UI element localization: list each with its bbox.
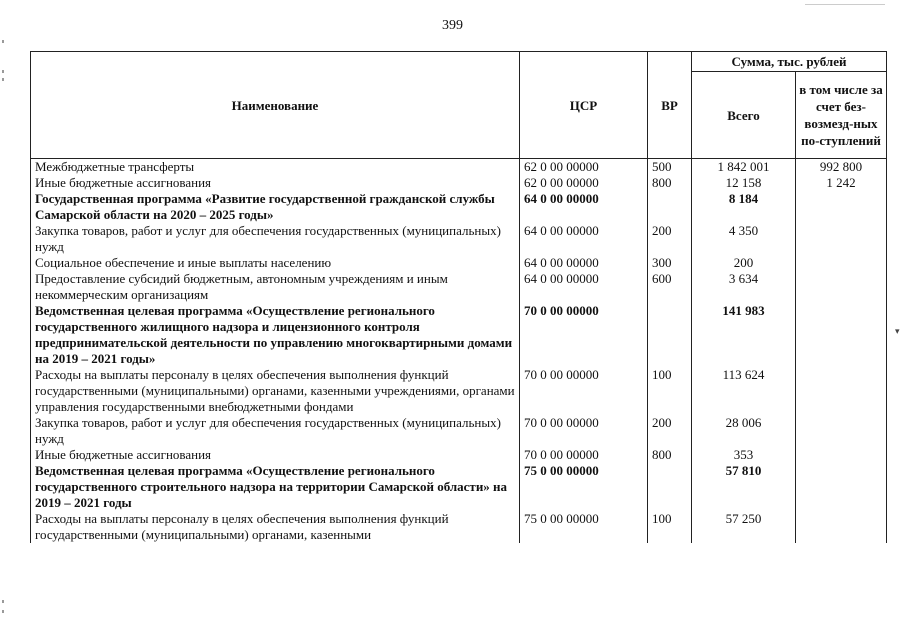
row-vr: 600 <box>648 271 692 303</box>
row-csr: 64 0 00 00000 <box>520 223 648 255</box>
row-csr: 62 0 00 00000 <box>520 159 648 176</box>
row-vr: 100 <box>648 367 692 415</box>
row-free <box>796 415 887 447</box>
row-total: 8 184 <box>692 191 796 223</box>
row-name: Закупка товаров, работ и услуг для обеспечения государственных (муниципальных) нужд <box>31 223 520 255</box>
row-vr <box>648 303 692 367</box>
table-row <box>31 511 887 543</box>
row-name: Межбюджетные трансферты <box>31 159 520 176</box>
row-total: 57 810 <box>692 463 796 511</box>
row-vr: 100 <box>648 511 692 543</box>
header-amount-group: Сумма, тыс. рублей <box>692 52 887 72</box>
row-total: 1 842 001 <box>692 159 796 176</box>
row-csr: 75 0 00 00000 <box>520 511 648 543</box>
row-csr: 75 0 00 00000 <box>520 463 648 511</box>
row-free: 1 242 <box>796 175 887 191</box>
row-name: Государственная программа «Развитие государственной гражданской службы Самарской области на 2020 – 2025 годы» <box>31 191 520 223</box>
row-csr: 70 0 00 00000 <box>520 415 648 447</box>
row-csr: 70 0 00 00000 <box>520 303 648 367</box>
row-csr: 64 0 00 00000 <box>520 255 648 271</box>
row-free <box>796 303 887 367</box>
row-total: 4 350 <box>692 223 796 255</box>
scan-mark-top <box>805 4 885 5</box>
row-name: Расходы на выплаты персоналу в целях обеспечения выполнения функций государственными (муниципальными) органами, казенными <box>31 511 520 543</box>
row-free <box>796 447 887 463</box>
table-row <box>31 447 887 463</box>
header-csr: ЦСР <box>520 52 648 159</box>
scan-mark-right: ▾ <box>895 326 900 336</box>
row-total: 3 634 <box>692 271 796 303</box>
scan-specks-left <box>2 40 8 620</box>
row-free <box>796 271 887 303</box>
row-name: Социальное обеспечение и иные выплаты населению <box>31 255 520 271</box>
row-name: Ведомственная целевая программа «Осуществление регионального государственного жилищного надзора и лицензионного контроля предпринимательской деятельности по управлению многоквартирными домами на 2019 – 2021 годы» <box>31 303 520 367</box>
row-name: Ведомственная целевая программа «Осуществление регионального государственного строительного надзора на территории Самарской области» на 2019 – 2021 годы <box>31 463 520 511</box>
table-row <box>31 159 887 176</box>
table-row <box>31 191 887 223</box>
row-free <box>796 511 887 543</box>
row-total: 28 006 <box>692 415 796 447</box>
row-vr: 200 <box>648 223 692 255</box>
header-vr: ВР <box>648 52 692 159</box>
table-row <box>31 463 887 511</box>
row-name: Иные бюджетные ассигнования <box>31 175 520 191</box>
budget-table <box>30 51 887 543</box>
row-total: 12 158 <box>692 175 796 191</box>
row-name: Предоставление субсидий бюджетным, автономным учреждениям и иным некоммерческим организациям <box>31 271 520 303</box>
row-total: 57 250 <box>692 511 796 543</box>
header-name: Наименование <box>31 52 520 159</box>
table-row <box>31 415 887 447</box>
row-csr: 64 0 00 00000 <box>520 191 648 223</box>
row-total: 353 <box>692 447 796 463</box>
table-row <box>31 255 887 271</box>
table-body <box>31 159 887 544</box>
row-total: 200 <box>692 255 796 271</box>
row-vr <box>648 463 692 511</box>
header-total: Всего <box>692 72 796 159</box>
row-csr: 64 0 00 00000 <box>520 271 648 303</box>
row-free <box>796 255 887 271</box>
row-name: Расходы на выплаты персоналу в целях обеспечения выполнения функций государственными (муниципальными) органами, казенными учреждениями, органами управления государственными внебюджетными фондами <box>31 367 520 415</box>
row-vr: 500 <box>648 159 692 176</box>
row-vr <box>648 191 692 223</box>
row-name: Закупка товаров, работ и услуг для обеспечения государственных (муниципальных) нужд <box>31 415 520 447</box>
row-free <box>796 463 887 511</box>
table-header <box>31 52 887 159</box>
row-total: 113 624 <box>692 367 796 415</box>
row-free <box>796 367 887 415</box>
row-free: 992 800 <box>796 159 887 176</box>
row-vr: 200 <box>648 415 692 447</box>
page-number: 399 <box>442 18 463 33</box>
row-name: Иные бюджетные ассигнования <box>31 447 520 463</box>
row-csr: 70 0 00 00000 <box>520 447 648 463</box>
table-row <box>31 303 887 367</box>
row-csr: 70 0 00 00000 <box>520 367 648 415</box>
row-vr: 300 <box>648 255 692 271</box>
row-total: 141 983 <box>692 303 796 367</box>
row-free <box>796 223 887 255</box>
row-vr: 800 <box>648 175 692 191</box>
table-row <box>31 223 887 255</box>
row-csr: 62 0 00 00000 <box>520 175 648 191</box>
header-free-receipts: в том числе за счет без-возмезд-ных по-ступлений <box>796 72 887 159</box>
table-row <box>31 271 887 303</box>
row-free <box>796 191 887 223</box>
table-row <box>31 367 887 415</box>
row-vr: 800 <box>648 447 692 463</box>
table-row <box>31 175 887 191</box>
